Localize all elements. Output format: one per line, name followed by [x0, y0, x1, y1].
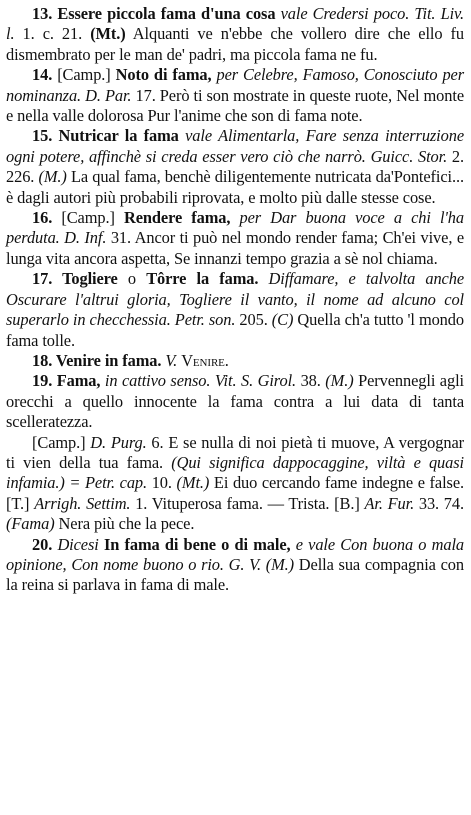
entry-text-segment: (M.): [325, 371, 354, 391]
dictionary-entry: [6, 208, 464, 269]
entry-text-segment: Ar. Fur.: [364, 493, 419, 513]
entry-text-segment: (Qui significa dappocaggine, viltà e quasi infamia.) = Petr. cap.: [6, 452, 464, 493]
entry-text-segment: Rendere fama,: [123, 208, 231, 228]
entry-text-segment: Venire.: [181, 350, 229, 370]
entry-list: [6, 4, 464, 596]
entry-text-segment: Diffamare, e talvolta anche Oscurare l'altrui gloria, Togliere il vanto, il nome ad alcuno col superarlo in checchessia. Petr. son.: [6, 269, 464, 330]
entry-text-segment: Essere piccola fama d'una cosa: [57, 4, 276, 23]
entry-text-segment: (Fama): [6, 514, 55, 534]
entry-text-segment: Ei duo cercando fame indegne e false. [T.]: [6, 473, 464, 513]
entry-text-segment: Alquanti ve n'ebbe che vollero dire che ello fu dismembrato per le man de' padri, ma piccola fama ne fu.: [6, 24, 464, 64]
entry-text-segment: Venire in fama.: [55, 350, 162, 370]
entry-text-segment: Noto di fama,: [115, 65, 212, 85]
entry-text-segment: V.: [161, 350, 182, 370]
dictionary-entry: [6, 371, 464, 432]
entry-text-segment: (M.): [38, 167, 67, 187]
entry-text-segment: Arrigh. Settim.: [34, 493, 136, 513]
dictionary-entry: [6, 269, 464, 351]
dictionary-entry: [6, 433, 464, 535]
entry-text-segment: 38.: [300, 371, 326, 391]
entry-text-segment: [Camp.]: [57, 65, 116, 85]
dictionary-entry: [6, 351, 464, 371]
entry-text-segment: 205.: [239, 310, 272, 330]
dictionary-entry: [6, 535, 464, 596]
entry-text-segment: vale Alimentarla, Fare senza interruzione ogni potere, affinchè si creda esser vero ciò che narrò. Guicc. Stor.: [6, 126, 465, 166]
entry-text-segment: 16.: [32, 208, 62, 228]
entry-text-segment: (Mt.): [176, 473, 210, 493]
entry-text-segment: 6. E se nulla di noi pietà ti muove, A vergognar ti vien della tua fama.: [6, 432, 464, 472]
entry-text-segment: Quella ch'a tutto 'l mondo fama tolle.: [6, 310, 464, 350]
entry-text-segment: Nera più che la pece.: [54, 514, 195, 534]
entry-text-segment: 15.: [32, 126, 59, 146]
entry-text-segment: in cattivo senso. Vit. S. Girol.: [100, 371, 301, 391]
entry-text-segment: Fama,: [56, 371, 101, 391]
entry-text-segment: 14.: [32, 65, 58, 85]
entry-text-segment: 20.: [32, 534, 58, 554]
entry-text-segment: Pervennegli agli orecchi a quello innocente la fama contra a lui data di tanta scelleratezza.: [6, 371, 464, 432]
entry-text-segment: D. Purg.: [90, 432, 152, 452]
entry-text-segment: La qual fama, benchè diligentemente nutricata da'Pontefici... è dagli autori più probabili riprovata, e molto più dalle stesse cose.: [6, 167, 464, 207]
entry-text-segment: (Mt.): [90, 24, 126, 44]
entry-text-segment: Nutricar la fama: [58, 126, 179, 146]
entry-text-segment: 10.: [151, 473, 177, 493]
dictionary-entry: [6, 126, 464, 208]
entry-text-segment: Dicesi: [57, 534, 99, 554]
entry-text-segment: Tôrre la fama.: [146, 269, 259, 289]
entry-text-segment: 2. 226.: [6, 146, 464, 187]
entry-text-segment: per Celebre, Famoso, Conosciuto per nominanza. D. Par.: [6, 65, 465, 105]
entry-text-segment: 33. 74.: [418, 493, 464, 513]
entry-text-segment: Togliere: [62, 269, 118, 289]
entry-text-segment: (C): [271, 310, 294, 330]
entry-text-segment: In fama di bene o di male,: [98, 534, 291, 554]
entry-text-segment: [Camp.]: [61, 208, 124, 228]
entry-text-segment: per Dar buona voce a chi l'ha perduta. D. Inf.: [6, 208, 464, 248]
entry-text-segment: 17. Però ti son mostrate in queste ruote, Nel monte e nella valle dolorosa Pur l'anime che son di fama note.: [6, 85, 464, 126]
dictionary-entry: [6, 65, 464, 126]
entry-text-segment: 1. Vituperosa fama. — Trista. [B.]: [135, 493, 365, 513]
entry-text-segment: 13.: [32, 4, 58, 23]
dictionary-entry: [6, 4, 464, 65]
entry-text-segment: 31. Ancor ti può nel mondo render fama; Ch'ei vive, e lunga vita ancora aspetta, Se innanzi tempo grazia a sè nol chiama.: [6, 228, 465, 268]
entry-text-segment: (M.): [265, 554, 295, 574]
entry-text-segment: 1. c. 21.: [22, 24, 91, 44]
entry-text-segment: 18.: [32, 350, 56, 370]
entry-text-segment: o: [117, 269, 147, 289]
entry-text-segment: Della sua compagnia con la reina si parlava in fama di male.: [6, 554, 464, 595]
entry-text-segment: 17.: [32, 269, 63, 289]
entry-text-segment: e vale Con buona o mala opinione, Con nome buono o rio. G. V.: [6, 534, 464, 574]
entry-text-segment: [Camp.]: [32, 432, 91, 452]
entry-text-segment: 19.: [32, 371, 57, 391]
entry-text-segment: vale Credersi poco. Tit. Liv. l.: [6, 4, 465, 44]
